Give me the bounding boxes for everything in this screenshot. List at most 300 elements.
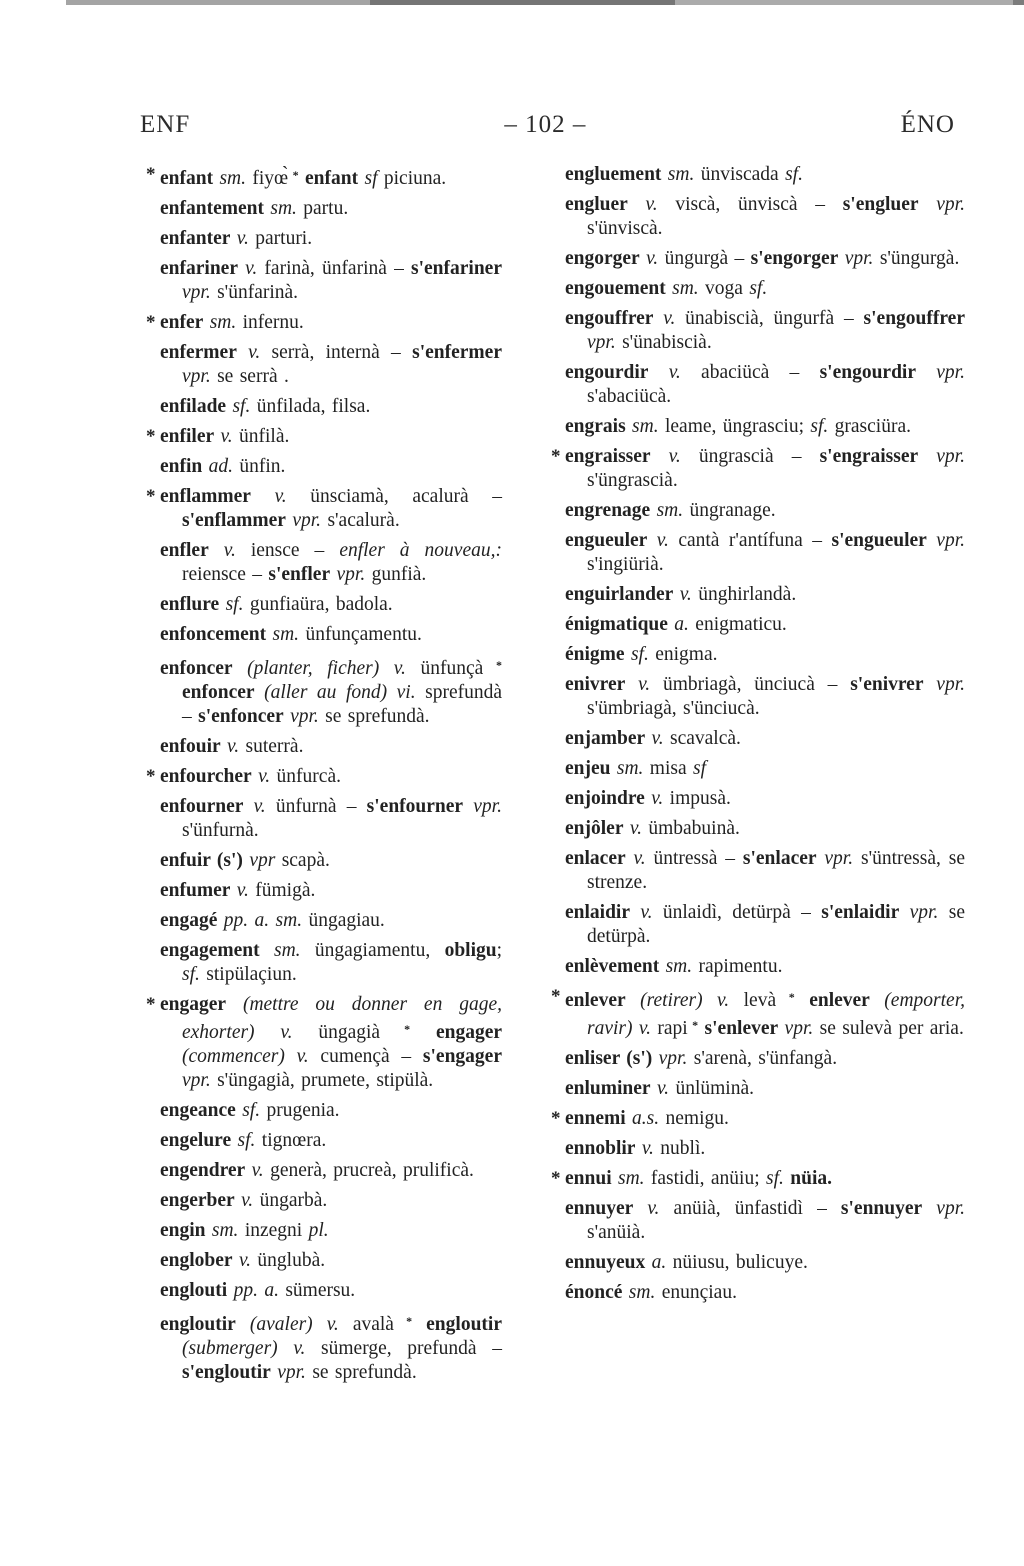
headword-or-bold-text: engager [160,994,227,1015]
headword-or-bold-text: enfer [160,312,204,333]
headword-or-bold-text: s'enfermer [412,342,502,363]
scan-bar-segment [370,0,675,5]
translation-text: misa [643,758,694,779]
dictionary-column-right [551,163,965,1311]
grammar-label: v. [627,194,658,215]
grammar-label: (commencer) v. [182,1046,309,1067]
grammar-label: (emporter, ravir) v. [587,990,965,1039]
translation-text: impusà. [663,788,731,809]
translation-text: s'üngurgà. [873,248,960,269]
translation-text: ünabiscià, üngurfà – [675,308,864,329]
grammar-label: vpr. [899,902,939,923]
dictionary-entry [160,257,502,305]
translation-text: piciuna. [377,168,447,189]
headword-or-bold-text: engrenage [565,500,651,521]
translation-text: ümbriagà, ünciucà – [650,674,851,695]
dictionary-entry [160,1279,502,1303]
translation-text: gunfiaüra, badola. [243,594,393,615]
headword-or-bold-text: ennuyer [565,1198,634,1219]
grammar-label: vpr. [816,848,854,869]
grammar-label: v. [625,848,646,869]
dictionary-entry [565,955,965,979]
translation-text: s'arenà, s'ünfangà. [687,1048,838,1069]
grammar-label: v. [650,1078,670,1099]
grammar-label: vpr. [838,248,874,269]
headword-or-bold-text: engouffrer [565,308,654,329]
dictionary-entry [160,1189,502,1213]
grammar-label: pp. a. [227,1280,279,1301]
grammar-label: sm. [665,278,699,299]
translation-text: ünghirlandà. [691,584,797,605]
translation-text: nemigu. [659,1108,729,1129]
aspirated-h-asterisk: * [146,312,156,333]
headword-or-bold-text: engendrer [160,1160,246,1181]
headword-or-bold-text: enfermer [160,342,237,363]
grammar-label: sm. [625,416,659,437]
dictionary-entry [160,395,502,419]
grammar-label: sm. [650,500,684,521]
headword-or-bold-text: s'engueuler [831,530,927,551]
dictionary-entry [565,727,965,751]
dictionary-entry [551,985,965,1041]
translation-text: ünfurcà. [270,766,341,787]
translation-text: ümbabuinà. [641,818,740,839]
translation-text: rapi [650,1018,688,1039]
grammar-label: vpr. [182,1070,211,1091]
dictionary-entry [146,425,502,449]
translation-text: ünfunçamentu. [299,624,422,645]
headword-or-bold-text: s'ennuyer [840,1198,923,1219]
grammar-label: sf [693,758,707,779]
grammar-label: sm. [266,624,300,645]
headword-or-bold-text: enfantement [160,198,264,219]
translation-text: sümerge, prefundà – [305,1338,502,1359]
dictionary-entry [565,193,965,241]
headword-or-bold-text: engager [410,1022,502,1043]
grammar-label: vpr. [330,564,366,585]
translation-text: grasciüra. [828,416,911,437]
translation-text: üngagiau. [302,910,385,931]
translation-text: s'ümbriagà, s'ünciucà. [587,698,760,719]
grammar-label: sf. [219,594,244,615]
translation-text: farinà, ünfarinà – [257,258,412,279]
grammar-label: vpr. [463,796,502,817]
grammar-label: v. [633,1198,660,1219]
headword-or-bold-text: engloutir [412,1314,502,1335]
headword-or-bold-text: enjôler [565,818,624,839]
headword-or-bold-text: engagement [160,940,260,961]
headword-or-bold-text: s'engourdir [819,362,916,383]
dictionary-entry [160,1219,502,1243]
translation-text: scavalcà. [663,728,741,749]
entry-marker: * [393,1314,413,1328]
headword-or-bold-text: enlèvement [565,956,660,977]
dictionary-entry [146,765,502,789]
translation-text: üngurgà – [658,248,751,269]
entry-marker: * [687,1018,699,1032]
grammar-label: vpr [242,850,276,871]
dictionary-entry [160,939,502,987]
grammar-label: vpr. [270,1362,306,1383]
grammar-label: sm. [622,1282,656,1303]
dictionary-entry [565,901,965,949]
grammar-label: v. [648,362,681,383]
translation-text: nublì. [653,1138,706,1159]
grammar-label: sm. [205,1220,239,1241]
headword-or-bold-text: enfant [160,168,214,189]
aspirated-h-asterisk: * [551,986,561,1007]
page-header [140,111,955,139]
translation-text: ünglubà. [251,1250,326,1271]
headword-or-bold-text: s'enlaidir [821,902,900,923]
scan-bar-segment [1013,0,1024,5]
aspirated-h-asterisk: * [146,766,156,787]
headword-or-bold-text: s'engager [422,1046,502,1067]
translation-text: s'acalurà. [321,510,400,531]
grammar-label: pl. [308,1220,329,1241]
grammar-label: vpr. [182,366,211,387]
translation-text: fiyœ̀ [246,168,289,189]
headword-or-bold-text: s'enfoncer [198,706,284,727]
headword-or-bold-text: enfouir [160,736,221,757]
translation-text: ünlaidì, detürpà – [652,902,822,923]
dictionary-entry [565,1197,965,1245]
translation-text: ünfunçà [405,658,484,679]
headword-or-bold-text: enlever [794,990,870,1011]
grammar-label: (avaler) v. [235,1314,339,1335]
translation-text: se detürpà. [587,902,965,947]
grammar-label: (planter, ficher) v. [232,658,406,679]
dictionary-entry [160,341,502,389]
translation-text: s'ünfurnà. [182,820,259,841]
dictionary-entry [565,817,965,841]
headword-or-bold-text: ennemi [565,1108,626,1129]
grammar-label: v. [251,766,271,787]
headword-or-bold-text: ennoblir [565,1138,636,1159]
dictionary-entry [565,1281,965,1305]
headword-or-bold-text: enfiler [160,426,215,447]
translation-text: se sprefundà. [318,706,430,727]
guide-word-left: ENF [140,111,191,138]
headword-or-bold-text: enjeu [565,758,611,779]
aspirated-h-asterisk: * [146,426,156,447]
dictionary-entry [551,445,965,493]
headword-or-bold-text: engelure [160,1130,232,1151]
translation-text: gunfià. [365,564,427,585]
grammar-label: (aller au fond) vi. [254,682,416,703]
dictionary-entry [565,847,965,895]
headword-or-bold-text: s'enfariner [411,258,502,279]
aspirated-h-asterisk: * [146,994,156,1015]
dictionary-entry [565,757,965,781]
dictionary-entry [160,909,502,933]
headword-or-bold-text: s'engouffrer [863,308,965,329]
entry-marker: * [288,168,299,182]
grammar-label: v. [635,1138,654,1159]
grammar-label: v. [653,308,676,329]
aspirated-h-asterisk: * [146,164,156,185]
translation-text: fastidi, anüiu; [644,1168,767,1189]
aspirated-h-asterisk: * [146,486,156,507]
translation-text: enigmaticu. [688,614,787,635]
dictionary-entry [160,795,502,843]
dictionary-entry [565,247,965,271]
headword-or-bold-text: enfourcher [160,766,252,787]
translation-text: üngranage. [683,500,776,521]
dictionary-entry [146,163,502,191]
translation-text: ; [496,940,503,961]
grammar-label: sm. [610,758,644,779]
grammar-label: vpr. [283,706,319,727]
headword-or-bold-text: enfant [298,168,359,189]
translation-text: ünfilada, filsa. [250,396,371,417]
grammar-label: v. [644,788,664,809]
translation-text: cantà r'antífuna – [668,530,832,551]
dictionary-entry [160,1129,502,1153]
headword-or-bold-text: enguirlander [565,584,674,605]
headword-or-bold-text: ennuyeux [565,1252,646,1273]
headword-or-bold-text: enjamber [565,728,646,749]
headword-or-bold-text: enflure [160,594,220,615]
dictionary-entry [565,499,965,523]
translation-text: anüià, ünfastidì – [659,1198,841,1219]
entry-marker: * [776,990,795,1004]
translation-text: parturi. [248,228,313,249]
grammar-label: sm. [661,164,695,185]
grammar-label: v. [230,228,249,249]
grammar-label: (retirer) v. [625,990,730,1011]
entry-marker: * [483,658,502,672]
translation-text: enigma. [648,644,718,665]
grammar-label: v. [208,540,236,561]
headword-or-bold-text: engloutir [160,1314,236,1335]
headword-or-bold-text: enfoncer [160,658,233,679]
translation-text: s'anüià. [587,1222,646,1243]
translation-text: viscà, ünviscà – [657,194,843,215]
grammar-label: pp. a. sm. [217,910,303,931]
grammar-label: v. [220,736,240,757]
headword-or-bold-text: enfoncer [182,682,255,703]
translation-text: s'üngrascià. [587,470,678,491]
dictionary-entry [160,197,502,221]
translation-text: reiensce – [182,564,269,585]
translation-text: s'abaciücà. [587,386,672,407]
page-number: – 102 – [504,111,587,138]
grammar-label: v. [236,342,261,363]
grammar-label: vpr. [285,510,322,531]
grammar-label: v. [645,728,664,749]
translation-text: voga [698,278,750,299]
dictionary-entry [160,455,502,479]
grammar-label: vpr. [923,674,965,695]
aspirated-h-asterisk: * [551,446,561,467]
translation-text: s'ingiürià. [587,554,664,575]
translation-text: levà [729,990,777,1011]
translation-text: stipülaçiun. [199,964,297,985]
headword-or-bold-text: engluer [565,194,628,215]
headword-or-bold-text: enfler [160,540,209,561]
translation-text: s'üntressà, se strenze. [587,848,965,893]
grammar-label: v. [630,902,653,923]
headword-or-bold-text: énoncé [565,1282,623,1303]
translation-text: s'ünabiscià. [615,332,712,353]
translation-text: üngrascià – [680,446,820,467]
grammar-label: enfler à nouveau,: [339,540,502,561]
translation-text: suterrà. [239,736,304,757]
entry-marker: * [380,1022,411,1036]
dictionary-entry [160,849,502,873]
grammar-label: sf. [226,396,251,417]
grammar-label: sf. [766,1168,784,1189]
grammar-label: vpr. [778,1018,814,1039]
headword-or-bold-text: engorger [565,248,640,269]
headword-or-bold-text: enfilade [160,396,227,417]
translation-text: üngarbà. [253,1190,328,1211]
translation-text: serrà, internà – [260,342,413,363]
headword-or-bold-text: enfin [160,456,203,477]
grammar-label: vpr. [652,1048,688,1069]
grammar-label: sm. [259,940,301,961]
headword-or-bold-text: s'enfler [268,564,331,585]
headword-or-bold-text: engueuler [565,530,648,551]
grammar-label: v. [250,486,287,507]
grammar-label: sm. [213,168,247,189]
headword-or-bold-text: ennui [565,1168,612,1189]
grammar-label: v. [234,1190,254,1211]
grammar-label: sm. [611,1168,645,1189]
headword-or-bold-text: enlacer [565,848,626,869]
headword-or-bold-text: énigme [565,644,625,665]
grammar-label: v. [639,248,659,269]
grammar-label: v. [623,818,642,839]
headword-or-bold-text: s'enfourner [366,796,464,817]
headword-or-bold-text: enflammer [160,486,251,507]
dictionary-entry [160,623,502,647]
headword-or-bold-text: englober [160,1250,233,1271]
grammar-label: v. [647,530,669,551]
translation-text: nüiusu, bulicuye. [666,1252,808,1273]
headword-or-bold-text: engrais [565,416,626,437]
scan-bar-segment [675,0,1013,5]
dictionary-entry [565,1251,965,1275]
translation-text: tignœra. [255,1130,327,1151]
headword-or-bold-text: engraisser [565,446,651,467]
headword-or-bold-text: enliser (s') [565,1048,653,1069]
grammar-label: (submerger) v. [182,1338,306,1359]
translation-text: ünviscada [694,164,786,185]
translation-text: se sulevà per aria. [813,1018,964,1039]
dictionary-entry [160,653,502,729]
translation-text: scapà. [275,850,330,871]
grammar-label: vpr. [918,446,965,467]
headword-or-bold-text: enfourner [160,796,244,817]
grammar-label: a.s. [625,1108,660,1129]
translation-text: s'ünfarinà. [210,282,299,303]
headword-or-bold-text: s'engluer [842,194,919,215]
grammar-label: sf. [182,964,200,985]
grammar-label: vpr. [587,332,616,353]
translation-text: enunçiau. [655,1282,737,1303]
translation-text: ünfin. [233,456,286,477]
grammar-label: sf. [235,1100,261,1121]
headword-or-bold-text: énigmatique [565,614,668,635]
grammar-label: v. [673,584,692,605]
headword-or-bold-text: s'engorger [750,248,839,269]
headword-or-bold-text: enluminer [565,1078,651,1099]
dictionary-entry [565,361,965,409]
grammar-label: sf. [749,278,768,299]
translation-text: cumençà – [308,1046,423,1067]
translation-text: üngagiamentu, [300,940,445,961]
headword-or-bold-text: obligu [444,940,497,961]
translation-text: sprefundà – [182,682,503,727]
dictionary-entry [565,643,965,667]
grammar-label: v. [245,1160,264,1181]
dictionary-entry [146,311,502,335]
translation-text: fümigà. [248,880,316,901]
dictionary-entry [565,163,965,187]
headword-or-bold-text: nüia. [790,1168,833,1189]
grammar-label: sf [358,168,378,189]
translation-text: sümersu. [278,1280,356,1301]
dictionary-entry [565,1137,965,1161]
grammar-label: v. [650,446,681,467]
translation-text: abaciücà – [680,362,820,383]
headword-or-bold-text: engerber [160,1190,235,1211]
translation-text: inzegni [238,1220,309,1241]
translation-text: üngagià [292,1022,381,1043]
grammar-label: v. [237,258,258,279]
headword-or-bold-text: enfumer [160,880,231,901]
grammar-label: v. [625,674,651,695]
grammar-label: sf. [624,644,649,665]
headword-or-bold-text: engourdir [565,362,649,383]
headword-or-bold-text: enivrer [565,674,626,695]
translation-text: ünlüminà. [669,1078,754,1099]
guide-word-right: ÉNO [900,111,955,138]
dictionary-column-left [146,163,503,1391]
grammar-label: sf. [810,416,829,437]
dictionary-entry [565,415,965,439]
dictionary-entry [160,593,502,617]
grammar-label: vpr. [916,362,965,383]
grammar-label: v. [214,426,233,447]
headword-or-bold-text: enfuir (s') [160,850,243,871]
headword-or-bold-text: s'enlever [698,1018,779,1039]
grammar-label: sm. [263,198,297,219]
scan-bar-segment [66,0,370,5]
dictionary-entry [146,993,502,1093]
translation-text: se serrà . [210,366,289,387]
translation-text: ünsciamà, acalurà – [286,486,502,507]
translation-text: leame, üngrasciu; [658,416,811,437]
grammar-label: v. [230,880,249,901]
dictionary-entry [160,227,502,251]
grammar-label: v. [232,1250,252,1271]
aspirated-h-asterisk: * [551,1168,561,1189]
translation-text: ünfurnà – [265,796,367,817]
dictionary-entry [146,485,502,533]
headword-or-bold-text: s'enlacer [742,848,817,869]
translation-text: avalà [338,1314,394,1335]
dictionary-entry [565,307,965,355]
dictionary-entry [565,613,965,637]
translation-text: s'ünviscà. [587,218,663,239]
grammar-label: vpr. [922,1198,965,1219]
scan-edge-artifact [66,0,1024,5]
headword-or-bold-text: engouement [565,278,666,299]
translation-text: se sprefundà. [305,1362,417,1383]
